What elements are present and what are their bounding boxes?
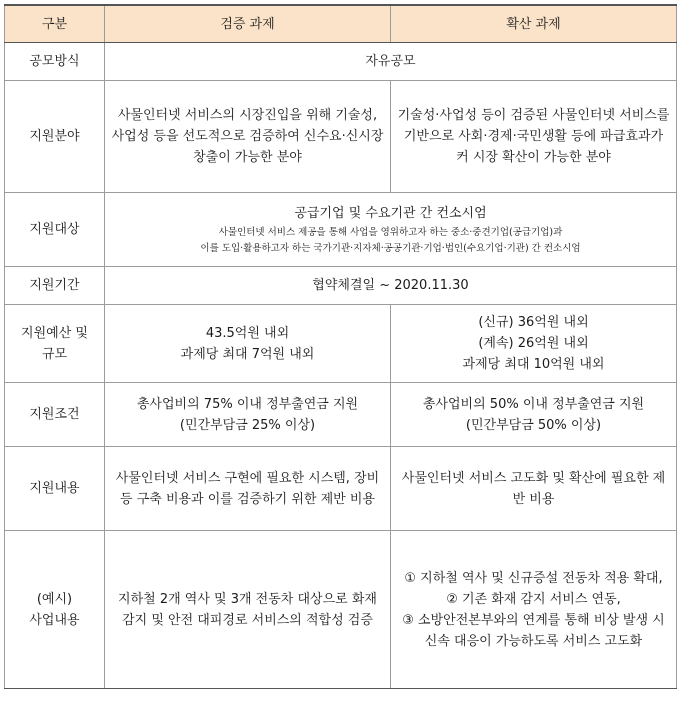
row-method	[5, 43, 677, 81]
row-period	[5, 267, 677, 305]
row-label-example	[5, 531, 105, 689]
row-label-condition: 지원조건	[5, 383, 105, 447]
row-label-budget	[5, 305, 105, 383]
budget-diffusion	[391, 305, 677, 383]
target-sub-1: 사물인터넷 서비스 제공을 통해 사업을 영위하고자 하는 중소·중견기업(공급기업)과	[218, 226, 563, 238]
example-diffusion-item-1: ① 지하철 역사 및 신규증설 전동차 적용 확대,	[404, 570, 663, 586]
header-diffusion: 확산 과제	[391, 5, 677, 43]
row-target	[5, 193, 677, 267]
budget-diffusion-line-1: (신규) 36억원 내외	[478, 315, 589, 330]
budget-verification	[105, 305, 391, 383]
content-diffusion: 사물인터넷 서비스 고도화 및 확산에 필요한 제반 비용	[391, 447, 677, 531]
row-content	[5, 447, 677, 531]
example-diffusion	[391, 531, 677, 689]
content-verification: 사물인터넷 서비스 구현에 필요한 시스템, 장비 등 구축 비용과 이를 검증하기 위한 제반 비용	[105, 447, 391, 531]
row-condition	[5, 383, 677, 447]
method-value: 자유공모	[105, 43, 677, 81]
header-row	[5, 5, 677, 43]
row-label-field: 지원분야	[5, 81, 105, 193]
row-budget	[5, 305, 677, 383]
target-sub-2: 이를 도입·활용하고자 하는 국가기관·지자체·공공기관·기업·법인(수요기업·기관) 간 컨소시엄	[200, 242, 581, 254]
condition-diffusion-line-1: 총사업비의 50% 이내 정부출연금 지원	[422, 396, 645, 412]
condition-diffusion-line-2: (민간부담금 50% 이상)	[465, 417, 602, 433]
field-diffusion: 기술성·사업성 등이 검증된 사물인터넷 서비스를 기반으로 사회·경제·국민생활 등에 파급효과가 커 시장 확산이 가능한 분야	[391, 81, 677, 193]
example-label-line-1: (예시)	[36, 591, 73, 607]
period-value: 협약체결일 ~ 2020.11.30	[105, 267, 677, 305]
budget-verification-line-1: 43.5억원 내외	[205, 325, 290, 341]
header-category: 구분	[5, 5, 105, 43]
target-main: 공급기업 및 수요기관 간 컨소시엄	[294, 205, 487, 221]
support-overview-table	[4, 4, 677, 689]
example-label-line-2: 사업내용	[29, 612, 80, 628]
row-example	[5, 531, 677, 689]
row-label-content: 지원내용	[5, 447, 105, 531]
condition-verification	[105, 383, 391, 447]
budget-verification-line-2: 과제당 최대 7억원 내외	[180, 346, 315, 362]
condition-diffusion	[391, 383, 677, 447]
row-label-period: 지원기간	[5, 267, 105, 305]
budget-diffusion-line-3: 과제당 최대 10억원 내외	[462, 357, 605, 372]
budget-diffusion-line-2: (계속) 26억원 내외	[478, 336, 589, 351]
budget-label-line-2: 규모	[41, 346, 68, 362]
row-field	[5, 81, 677, 193]
condition-verification-line-2: (민간부담금 25% 이상)	[179, 417, 316, 433]
row-label-target: 지원대상	[5, 193, 105, 267]
example-diffusion-item-3: ③ 소방안전본부와의 연계를 통해 비상 발생 시 신속 대응이 가능하도록 서비스 고도화	[402, 612, 665, 649]
field-verification: 사물인터넷 서비스의 시장진입을 위해 기술성, 사업성 등을 선도적으로 검증하여 신수요·신시장 창출이 가능한 분야	[105, 81, 391, 193]
header-verification: 검증 과제	[105, 5, 391, 43]
target-cell	[105, 193, 677, 267]
row-label-method: 공모방식	[5, 43, 105, 81]
example-verification: 지하철 2개 역사 및 3개 전동차 대상으로 화재 감지 및 안전 대피경로 서비스의 적합성 검증	[105, 531, 391, 689]
budget-label-line-1: 지원예산 및	[21, 325, 88, 341]
example-diffusion-item-2: ② 기존 화재 감지 서비스 연동,	[446, 591, 621, 607]
condition-verification-line-1: 총사업비의 75% 이내 정부출연금 지원	[136, 396, 359, 412]
